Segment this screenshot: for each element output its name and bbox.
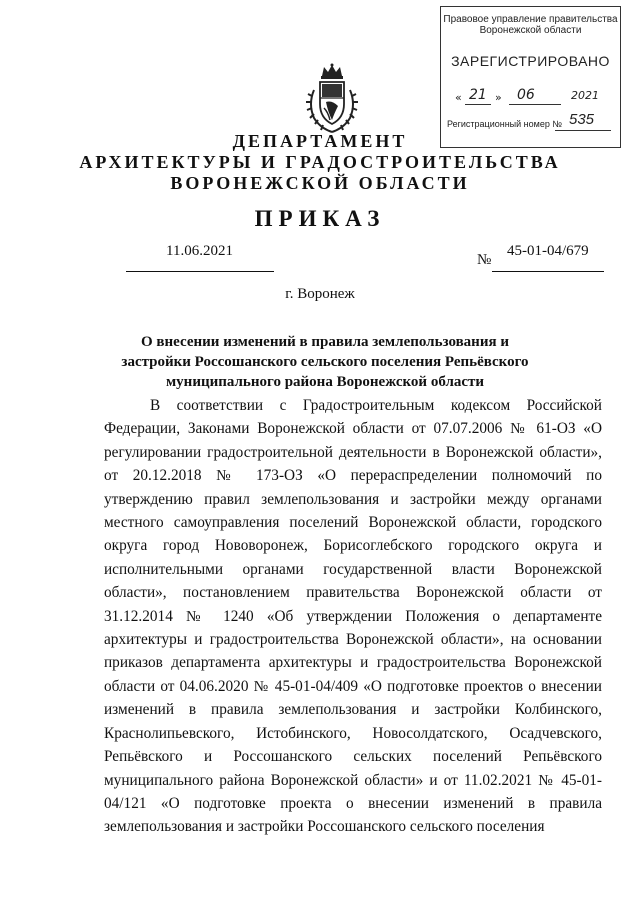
department-line-1: ДЕПАРТАМЕНТ (232, 131, 408, 151)
stamp-date: « 21 » 06 2021 (455, 87, 599, 104)
stamp-reg-number (447, 111, 595, 129)
document-type: ПРИКАЗ (254, 206, 386, 231)
stamp-line-2: Воронежской области (479, 25, 582, 36)
stamp-registered: ЗАРЕГИСТРИРОВАНО (451, 53, 610, 69)
order-subject: О внесении изменений в правила землепользования и застройки Россошанского сельского поселения Репьёвского муниципального района Воронежской области (121, 334, 529, 390)
coat-of-arms-icon (304, 62, 360, 134)
department-line-2: АРХИТЕКТУРЫ И ГРАДОСТРОИТЕЛЬСТВА (79, 152, 561, 172)
order-date: 11.06.2021 (166, 243, 233, 259)
order-number: 45-01-04/679 (507, 243, 589, 259)
body-paragraph: В соответствии с Градостроительным кодексом Российской Федерации, Законами Воронежской области от 07.07.2006 № 61-ОЗ «О регулировании градостроительной деятельности в Воронежской области», от 20.12.2018 № 173-ОЗ «О перераспределении полномочий по утверждению правил землепользования и застройки между органами местного самоуправления поселений Воронежской области, городского округа город Нововоронеж, Борисоглебского городского округа и исполнительными органами государственной власти Воронежской области», постановлением правительства Воронежской области от 31.12.2014 № 1240 «Об утверждении Положения о департаменте архитектуры и градостроительства Воронежской области», на основании приказов департамента архитектуры и градостроительства Воронежской области от 04.06.2020 № 45-01-04/409 «О подготовке проектов о внесении изменений в правила землепользования и застройки Колбинского, Краснолипьевского, Истобинского, Новосолдатского, Осадчевского, Репьёвского и Россошанского сельских поселений Репьёвского муниципального района Воронежской области» и от 11.02.2021 № 45-01-04/121 «О подготовке проекта о внесении изменений в правила землепользования и застройки Россошанского сельского поселения (104, 397, 602, 836)
stamp-date-year: 2021 (571, 89, 599, 102)
stamp-line-1: Правовое управление правительства (443, 14, 618, 25)
department-line-3: ВОРОНЕЖСКОЙ ОБЛАСТИ (170, 173, 470, 193)
number-underline (492, 271, 604, 272)
stamp-reg-value: 535 (569, 111, 595, 128)
city: г. Воронеж (285, 286, 355, 302)
stamp-reg-label: Регистрационный номер № (447, 119, 563, 129)
date-underline (126, 271, 274, 272)
registration-stamp (440, 6, 621, 148)
number-sign: № (477, 252, 492, 268)
stamp-date-month: 06 (517, 87, 535, 103)
stamp-date-day: 21 (469, 87, 487, 103)
